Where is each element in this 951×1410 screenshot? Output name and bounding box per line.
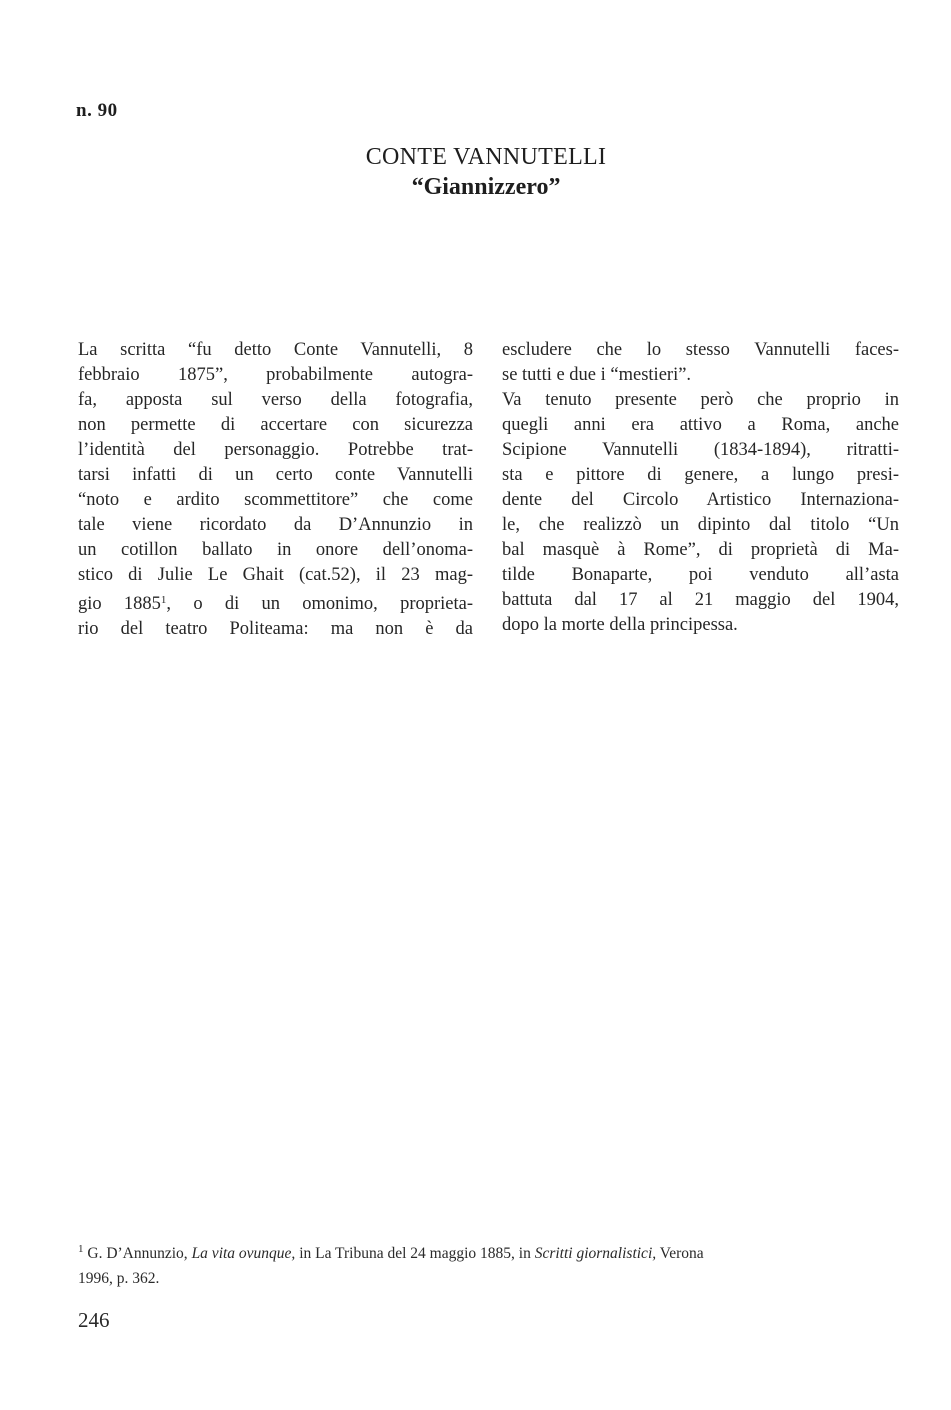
text-line: le, che realizzò un dipinto dal titolo “Un (502, 515, 899, 535)
text-line: tilde Bonaparte, poi venduto all’asta (502, 565, 899, 585)
text-line: stico di Julie Le Ghait (cat.52), il 23 mag- (78, 565, 473, 585)
text-line: bal masquè à Rome”, di proprietà di Ma- (502, 540, 899, 560)
text-line: escludere che lo stesso Vannutelli faces- (502, 340, 899, 360)
text-line: dente del Circolo Artistico Internaziona- (502, 490, 899, 510)
text-line: battuta dal 17 al 21 maggio del 1904, (502, 590, 899, 610)
text-line: dopo la morte della principessa. (502, 615, 738, 635)
text-line: l’identità del personaggio. Potrebbe trat- (78, 440, 473, 460)
text-fragment: gio 1885 (78, 594, 161, 614)
text-line: Scipione Vannutelli (1834-1894), ritratti- (502, 440, 899, 460)
text-line: fa, apposta sul verso della fotografia, (78, 390, 473, 410)
footnote-number: 1 (78, 1243, 84, 1255)
entry-subtitle: “Giannizzero” (411, 174, 561, 200)
footnote-source: in La Tribuna del 24 maggio 1885, in (299, 1245, 531, 1262)
catalog-number: n. 90 (76, 100, 118, 121)
text-line: tarsi infatti di un certo conte Vannutelli (78, 465, 473, 485)
text-fragment: , o di un omonimo, proprieta- (166, 594, 474, 614)
text-line: “noto e ardito scommettitore” che come (78, 490, 473, 510)
footnote-work-title: La vita ovunque, (191, 1245, 296, 1262)
text-line: un cotillon ballato in onore dell’onoma- (78, 540, 473, 560)
footnote-city: Verona (659, 1245, 704, 1262)
page-number: 246 (78, 1308, 110, 1332)
text-line: rio del teatro Politeama: ma non è da (78, 619, 473, 639)
left-text-column (78, 338, 473, 642)
text-line: tale viene ricordato da D’Annunzio in (78, 515, 473, 535)
right-text-column (502, 338, 899, 638)
footnote-line: 1996, p. 362. (78, 1270, 160, 1287)
footnote-author: G. D’Annunzio, (87, 1245, 188, 1262)
text-line: non permette di accertare con sicurezza (78, 415, 473, 435)
footnote-collection-title: Scritti giornalistici, (534, 1245, 657, 1262)
footnote-line (78, 1237, 901, 1266)
footnote-ref: 1 (160, 594, 167, 606)
text-line: se tutti e due i “mestieri”. (502, 365, 692, 385)
footnote (78, 1237, 901, 1291)
text-line: febbraio 1875”, probabilmente autogra- (78, 365, 473, 385)
entry-heading (250, 142, 722, 202)
text-line: Va tenuto presente però che proprio in (502, 390, 899, 410)
text-line: quegli anni era attivo a Roma, anche (502, 415, 899, 435)
text-line-with-note (78, 588, 473, 617)
entry-title: CONTE VANNUTELLI (365, 144, 607, 170)
text-line: sta e pittore di genere, a lungo presi- (502, 465, 899, 485)
text-line: La scritta “fu detto Conte Vannutelli, 8 (78, 340, 473, 360)
